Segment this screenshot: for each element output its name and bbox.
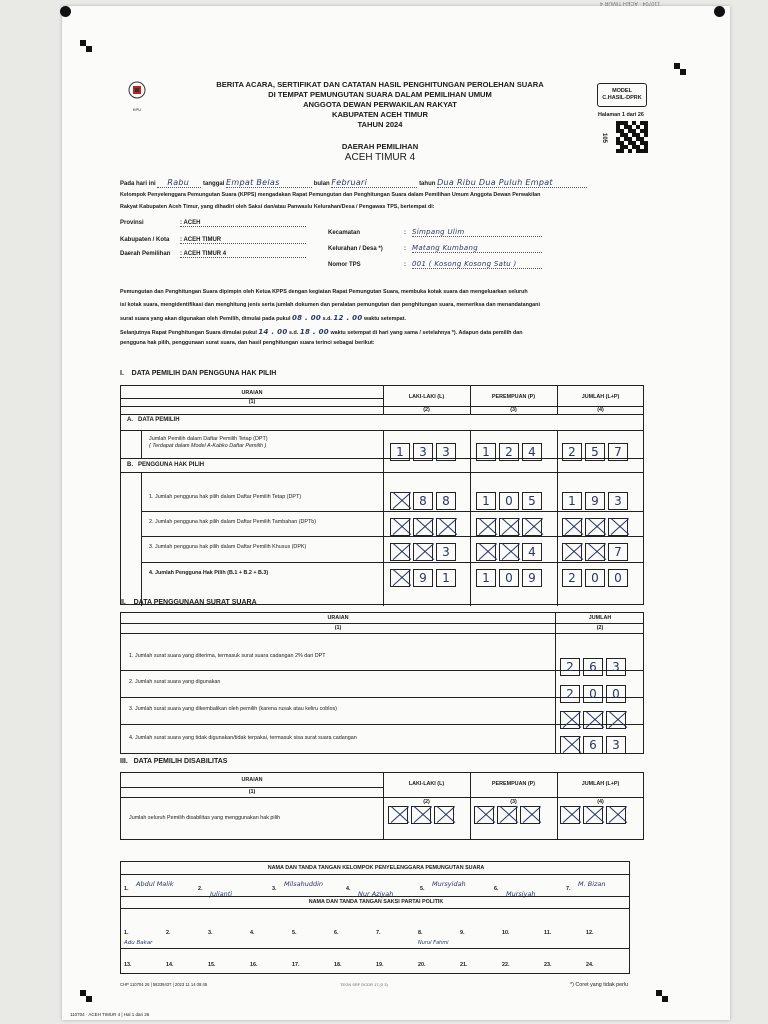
s3-col-jumlah: JUMLAH (L+P) bbox=[581, 781, 620, 787]
section3-heading: III. DATA PEMILIH DISABILITAS bbox=[120, 758, 228, 765]
kpps-number-7: 7. bbox=[566, 886, 571, 892]
s1-b-label: B. PENGGUNA HAK PILIH bbox=[127, 462, 205, 468]
s1-a-item-2: ( Terdapat dalam Model A-Kabko Daftar Pemilih ) bbox=[149, 443, 267, 449]
section1-heading: I. DATA PEMILIH DAN PENGGUNA HAK PILIH bbox=[120, 370, 277, 377]
provinsi-value: : ACEH bbox=[180, 220, 306, 227]
s2-row1-jumlah-box-2[interactable]: 6 bbox=[583, 658, 603, 676]
s2-row2-jumlah-box-3[interactable]: 0 bbox=[606, 685, 626, 703]
penghitungan-end: 18 . 00 bbox=[299, 328, 329, 336]
paragraph-line-1: Pemungutan dan Penghitungan Suara dipimpin oleh Ketua KPPS dengan kegiatan Rapat Pemungutan Suara, membuka kotak suara dan mengeluarkan seluruh bbox=[120, 289, 528, 295]
kelurahan-label: Kelurahan / Desa *) bbox=[328, 246, 383, 252]
colon-2: : bbox=[404, 246, 406, 252]
paragraph-line-5: pengguna hak pilih, penggunaan surat suara, dan hasil penghitungan suara terinci sebagai berikut: bbox=[120, 340, 375, 346]
s2-i1: 1. Jumlah surat suara yang diterima, termasuk surat suara cadangan 2% dari DPT bbox=[129, 653, 326, 659]
s1-b4-jumlah-box-1[interactable]: 2 bbox=[562, 569, 582, 587]
s3-laki-box-3[interactable] bbox=[434, 806, 454, 824]
corner-marker-br bbox=[656, 990, 668, 1002]
s1-b2: 2. Jumlah pengguna hak pilih dalam Daftar Pemilih Tambahan (DPTb) bbox=[149, 519, 317, 525]
s1-b4-jumlah-box-3[interactable]: 0 bbox=[608, 569, 628, 587]
s2-col-jumlah: JUMLAH bbox=[588, 615, 612, 621]
saksi-number-6[interactable]: 6. bbox=[334, 930, 339, 936]
s3-jumlah-box-2[interactable] bbox=[583, 806, 603, 824]
s3-perempuan-box-1[interactable] bbox=[474, 806, 494, 824]
s1-b3-jumlah-box-1[interactable] bbox=[562, 543, 582, 561]
side-code: 105 bbox=[601, 132, 608, 144]
s2-row3-jumlah-box-1[interactable] bbox=[560, 711, 580, 729]
s2-i4: 4. Jumlah surat suara yang tidak digunakan/tidak terpakai, termasuk sisa surat suara cadangan bbox=[129, 735, 357, 741]
model-box bbox=[597, 83, 647, 107]
saksi-number-14[interactable]: 14. bbox=[166, 962, 174, 968]
saksi-number-9[interactable]: 9. bbox=[460, 930, 465, 936]
logo-caption: KPU bbox=[132, 107, 142, 112]
paragraph-line-2: isi kotak suara, mengidentifikasi dan menghitung jenis serta jumlah dokumen dan peralatan pemungutan dan penghitungan suara, memeriksa dan menandatangani bbox=[120, 302, 540, 308]
s2-row1-jumlah-box-1[interactable]: 2 bbox=[560, 658, 580, 676]
s3-jumlah bbox=[560, 806, 626, 824]
s3-item: Jumlah seluruh Pemilih disabilitas yang menggunakan hak pilih bbox=[129, 815, 281, 821]
paragraph bbox=[120, 286, 650, 350]
s1-b2-perempuan-box-2[interactable] bbox=[499, 518, 519, 536]
s1-col-perempuan: PEREMPUAN (P) bbox=[491, 394, 536, 400]
s1-b1: 1. Jumlah pengguna hak pilih dalam Daftar Pemilih Tetap (DPT) bbox=[149, 494, 302, 500]
s1-b3-perempuan bbox=[476, 543, 542, 561]
paragraph-line-4b: waktu setempat di hari yang sama / setelahnya *). Adapun data pemilih dan bbox=[330, 330, 523, 336]
saksi-number-8[interactable]: 8. bbox=[418, 930, 423, 936]
saksi-signature-8[interactable]: Nurul Fahmi bbox=[418, 940, 449, 946]
saksi-number-13[interactable]: 13. bbox=[124, 962, 132, 968]
kpu-logo bbox=[126, 80, 148, 112]
s1-dpt-jumlah bbox=[562, 443, 628, 461]
s1-n1: (1) bbox=[248, 399, 256, 405]
s1-b3-perempuan-box-3[interactable]: 4 bbox=[522, 543, 542, 561]
s3-perempuan-box-2[interactable] bbox=[497, 806, 517, 824]
s1-dpt-jumlah-box-3[interactable]: 7 bbox=[608, 443, 628, 461]
kpps-number-5: 5. bbox=[420, 886, 425, 892]
s3-col-uraian: URAIAN bbox=[241, 777, 263, 783]
model-label: MODEL bbox=[612, 88, 632, 94]
s1-b2-perempuan-box-1[interactable] bbox=[476, 518, 496, 536]
s1-col-jumlah: JUMLAH (L+P) bbox=[581, 394, 620, 400]
section2-heading: II. DATA PENGGUNAAN SURAT SUARA bbox=[120, 599, 257, 606]
s1-b1-perempuan-box-1[interactable]: 1 bbox=[476, 492, 496, 510]
s1-b3-perempuan-box-2[interactable] bbox=[499, 543, 519, 561]
s2-row2-jumlah-box-2[interactable]: 0 bbox=[583, 685, 603, 703]
hari-value: Rabu bbox=[157, 178, 201, 188]
s1-b4-laki-box-3[interactable]: 1 bbox=[436, 569, 456, 587]
kpps-signature-3[interactable]: Milsahuddin bbox=[284, 880, 324, 888]
s1-b1-laki-box-3[interactable]: 8 bbox=[436, 492, 456, 510]
corner-marker-tl bbox=[80, 40, 92, 52]
s1-dpt-laki bbox=[390, 443, 456, 461]
s1-b1-jumlah-box-1[interactable]: 1 bbox=[562, 492, 582, 510]
s1-a-item-1: Jumlah Pemilih dalam Daftar Pemilih Tetap (DPT) bbox=[149, 436, 268, 442]
s2-row3-jumlah-box-2[interactable] bbox=[583, 711, 603, 729]
s1-dpt-perempuan-box-1[interactable]: 1 bbox=[476, 443, 496, 461]
footer-code-left: CHP 110704 26 | 58339437 | 2023 11 14 09:45 bbox=[120, 982, 208, 987]
saksi-number-5[interactable]: 5. bbox=[292, 930, 297, 936]
s1-b1-laki-box-2[interactable]: 8 bbox=[413, 492, 433, 510]
s1-b2-perempuan-box-3[interactable] bbox=[522, 518, 542, 536]
saksi-number-7[interactable]: 7. bbox=[376, 930, 381, 936]
s1-b1-laki bbox=[390, 492, 456, 510]
s1-b4-laki-box-2[interactable]: 9 bbox=[413, 569, 433, 587]
title-line-4: KABUPATEN ACEH TIMUR bbox=[331, 110, 429, 119]
paragraph-line-3b: waktu setempat. bbox=[364, 316, 406, 322]
s3-n2: (2) bbox=[423, 799, 430, 805]
s1-b3-jumlah-box-2[interactable] bbox=[585, 543, 605, 561]
kelurahan-value: Matang Kumbang bbox=[412, 244, 542, 253]
s3-perempuan bbox=[474, 806, 540, 824]
s1-dpt-jumlah-box-2[interactable]: 5 bbox=[585, 443, 605, 461]
title-line-5: TAHUN 2024 bbox=[357, 120, 403, 129]
colon-1: : bbox=[404, 230, 406, 236]
intro-bulan: bulan bbox=[313, 181, 330, 187]
saksi-number-21[interactable]: 21. bbox=[460, 962, 468, 968]
s3-jumlah-box-1[interactable] bbox=[560, 806, 580, 824]
s1-b3-laki bbox=[390, 543, 456, 561]
s1-dpt-laki-box-3[interactable]: 3 bbox=[436, 443, 456, 461]
s1-col-laki: LAKI-LAKI (L) bbox=[408, 394, 445, 400]
s2-col-uraian: URAIAN bbox=[327, 615, 349, 621]
saksi-number-15[interactable]: 15. bbox=[208, 962, 216, 968]
s1-b4-jumlah-box-2[interactable]: 0 bbox=[585, 569, 605, 587]
kabupaten-label: Kabupaten / Kota bbox=[120, 237, 170, 243]
region-name: ACEH TIMUR 4 bbox=[344, 152, 416, 163]
s2-row3-jumlah bbox=[560, 711, 626, 729]
pemungutan-start: 08 . 00 bbox=[291, 314, 322, 322]
s3-n4: (4) bbox=[597, 799, 604, 805]
s3-n3: (3) bbox=[510, 799, 517, 805]
qr-code bbox=[616, 121, 648, 153]
s2-row3-jumlah-box-3[interactable] bbox=[606, 711, 626, 729]
intro-line-3: Rakyat Kabupaten Aceh Timur, yang dihadiri oleh Saksi dan/atau Panwaslu Kelurahan/Desa / Pengawas TPS, bertempat di: bbox=[120, 204, 435, 210]
s1-n4: (4) bbox=[597, 407, 604, 413]
saksi-number-12[interactable]: 12. bbox=[586, 930, 594, 936]
s1-b4-jumlah bbox=[562, 569, 628, 587]
intro-line-1 bbox=[120, 178, 640, 188]
punch-hole-top-right bbox=[714, 6, 725, 17]
saksi-number-20[interactable]: 20. bbox=[418, 962, 426, 968]
s3-laki-box-1[interactable] bbox=[388, 806, 408, 824]
s2-n1: (1) bbox=[334, 625, 342, 631]
s1-dpt-jumlah-box-1[interactable]: 2 bbox=[562, 443, 582, 461]
kpps-signature-5[interactable]: Mursyidah bbox=[432, 880, 466, 888]
s1-b3-laki-box-2[interactable] bbox=[413, 543, 433, 561]
s1-b4-perempuan bbox=[476, 569, 542, 587]
s2-i3: 3. Jumlah surat suara yang dikembalikan oleh pemilih (karena rusak atau keliru coblos) bbox=[129, 706, 337, 712]
saksi-number-19[interactable]: 19. bbox=[376, 962, 384, 968]
saksi-number-2[interactable]: 2. bbox=[166, 930, 171, 936]
tanggal-value: Empat Belas bbox=[226, 178, 312, 188]
saksi-number-16[interactable]: 16. bbox=[250, 962, 258, 968]
footer-code-mid: TEON SRF DCDR 17 (3 3) bbox=[340, 982, 388, 987]
kpps-signature-7[interactable]: M. Bizan bbox=[578, 880, 606, 888]
paragraph-sd-1: s.d. bbox=[322, 316, 332, 322]
model-code: C.HASIL-DPRK bbox=[602, 95, 642, 101]
saksi-title: NAMA DAN TANDA TANGAN SAKSI PARTAI POLITIK bbox=[308, 899, 444, 905]
kecamatan-label: Kecamatan bbox=[328, 230, 361, 236]
saksi-number-24[interactable]: 24. bbox=[586, 962, 594, 968]
paragraph-line-3a: surat suara yang akan digunakan oleh Pemilih, dimulai pada pukul bbox=[120, 316, 291, 322]
s2-i2: 2. Jumlah surat suara yang digunakan bbox=[129, 679, 221, 685]
corner-marker-tr bbox=[674, 63, 686, 75]
s2-row2-jumlah bbox=[560, 685, 626, 703]
provinsi-label: Provinsi bbox=[120, 220, 144, 226]
s1-dpt-laki-box-1[interactable]: 1 bbox=[390, 443, 410, 461]
s1-b4-perempuan-box-3[interactable]: 9 bbox=[522, 569, 542, 587]
s1-b4-laki bbox=[390, 569, 456, 587]
s1-b2-perempuan bbox=[476, 518, 542, 536]
punch-hole-top-left bbox=[60, 6, 71, 17]
corner-marker-bl bbox=[80, 990, 92, 1002]
s3-laki-box-2[interactable] bbox=[411, 806, 431, 824]
page-label: Halaman 1 dari 26 bbox=[598, 112, 644, 118]
saksi-signature-1[interactable]: Adu Bakar bbox=[124, 940, 153, 946]
pemungutan-end: 12 . 00 bbox=[333, 314, 363, 322]
title-line-2: DI TEMPAT PEMUNGUTAN SUARA DALAM PEMILIHAN UMUM bbox=[268, 90, 492, 99]
s1-b1-perempuan-box-2[interactable]: 0 bbox=[499, 492, 519, 510]
s1-b1-jumlah bbox=[562, 492, 628, 510]
s1-b2-jumlah-box-3[interactable] bbox=[608, 518, 628, 536]
intro-pada-hari: Pada hari ini bbox=[120, 181, 156, 187]
tps-label: Nomor TPS bbox=[328, 262, 361, 268]
s3-col-laki: LAKI-LAKI (L) bbox=[408, 781, 445, 787]
footer-bottom-left: 110704 · ACEH TIMUR 4 | Hal 1 dari 26 bbox=[70, 1012, 150, 1017]
s1-n2: (2) bbox=[423, 407, 430, 413]
s2-row1-jumlah-box-3[interactable]: 3 bbox=[606, 658, 626, 676]
dapil-value: : ACEH TIMUR 4 bbox=[180, 251, 306, 258]
s1-b4-perempuan-box-2[interactable]: 0 bbox=[499, 569, 519, 587]
s1-b1-jumlah-box-3[interactable]: 3 bbox=[608, 492, 628, 510]
s3-n1: (1) bbox=[248, 789, 256, 795]
kpps-number-2: 2. bbox=[198, 886, 203, 892]
dapil-label: Daerah Pemilihan bbox=[120, 251, 171, 257]
document-title bbox=[160, 80, 600, 130]
s1-b2-laki bbox=[390, 518, 456, 536]
saksi-number-1[interactable]: 1. bbox=[124, 930, 129, 936]
intro-tanggal: tanggal bbox=[203, 181, 225, 187]
s3-jumlah-box-3[interactable] bbox=[606, 806, 626, 824]
kabupaten-value: : ACEH TIMUR bbox=[180, 237, 306, 244]
title-line-3: ANGGOTA DEWAN PERWAKILAN RAKYAT bbox=[303, 100, 457, 109]
section2-table bbox=[120, 612, 644, 754]
colon-3: : bbox=[404, 262, 406, 268]
saksi-number-11[interactable]: 11. bbox=[544, 930, 552, 936]
kpps-number-4: 4. bbox=[346, 886, 351, 892]
penghitungan-start: 14 . 00 bbox=[258, 328, 288, 336]
s3-col-perempuan: PEREMPUAN (P) bbox=[491, 781, 536, 787]
s2-row2-jumlah-box-1[interactable]: 2 bbox=[560, 685, 580, 703]
saksi-number-4[interactable]: 4. bbox=[250, 930, 255, 936]
s3-laki bbox=[388, 806, 454, 824]
kpps-title: NAMA DAN TANDA TANGAN KELOMPOK PENYELENGGARA PEMUNGUTAN SUARA bbox=[267, 865, 485, 871]
s1-b3-laki-box-3[interactable]: 3 bbox=[436, 543, 456, 561]
s1-b1-laki-box-1[interactable] bbox=[390, 492, 410, 510]
kpps-signature-6[interactable]: Mursiyah bbox=[506, 890, 536, 898]
s1-b3-jumlah bbox=[562, 543, 628, 561]
s1-b2-laki-box-2[interactable] bbox=[413, 518, 433, 536]
kpps-number-1: 1. bbox=[124, 886, 129, 892]
footer-note: *) Coret yang tidak perlu bbox=[570, 982, 629, 988]
s1-b3: 3. Jumlah pengguna hak pilih dalam Daftar Pemilih Khusus (DPK) bbox=[149, 544, 307, 550]
s1-n3: (3) bbox=[510, 407, 517, 413]
s1-b3-laki-box-1[interactable] bbox=[390, 543, 410, 561]
bulan-value: Februari bbox=[331, 178, 417, 188]
saksi-number-18[interactable]: 18. bbox=[334, 962, 342, 968]
paragraph-line-3 bbox=[120, 312, 650, 326]
kpps-number-3: 3. bbox=[272, 886, 277, 892]
kpps-number-6: 6. bbox=[494, 886, 499, 892]
tps-value: 001 ( Kosong Kosong Satu ) bbox=[412, 260, 542, 269]
s2-row1-jumlah bbox=[560, 658, 626, 676]
saksi-number-23[interactable]: 23. bbox=[544, 962, 552, 968]
top-strip-text: 110704 · ACEH TIMUR 4 bbox=[600, 0, 661, 6]
s1-b2-jumlah bbox=[562, 518, 628, 536]
kpps-signature-4[interactable]: Nur Aziyah bbox=[358, 890, 394, 898]
saksi-number-17[interactable]: 17. bbox=[292, 962, 300, 968]
saksi-number-3[interactable]: 3. bbox=[208, 930, 213, 936]
s1-b3-jumlah-box-3[interactable]: 7 bbox=[608, 543, 628, 561]
s1-a-label: A. DATA PEMILIH bbox=[127, 417, 180, 423]
kpps-signature-1[interactable]: Abdul Malik bbox=[136, 880, 174, 888]
saksi-number-10[interactable]: 10. bbox=[502, 930, 510, 936]
s1-b3-perempuan-box-1[interactable] bbox=[476, 543, 496, 561]
title-line-1: BERITA ACARA, SERTIFIKAT DAN CATATAN HASIL PENGHITUNGAN PEROLEHAN SUARA bbox=[216, 80, 544, 89]
s2-row4-jumlah-box-2[interactable]: 6 bbox=[583, 736, 603, 754]
s1-b2-laki-box-3[interactable] bbox=[436, 518, 456, 536]
s1-b1-perempuan-box-3[interactable]: 5 bbox=[522, 492, 542, 510]
paragraph-line-4a: Selanjutnya Rapat Penghitungan Suara dimulai pukul bbox=[120, 330, 257, 336]
saksi-number-22[interactable]: 22. bbox=[502, 962, 510, 968]
paragraph-sd-2: s.d. bbox=[289, 330, 299, 336]
s1-b4: 4. Jumlah Pengguna Hak Pilih (B.1 + B.2 + B.3) bbox=[149, 570, 269, 576]
s2-row4-jumlah-box-3[interactable]: 3 bbox=[606, 736, 626, 754]
s1-col-uraian: URAIAN bbox=[241, 390, 263, 396]
s1-b2-laki-box-1[interactable] bbox=[390, 518, 410, 536]
s1-dpt-perempuan-box-3[interactable]: 4 bbox=[522, 443, 542, 461]
signature-table bbox=[120, 861, 630, 974]
s2-row4-jumlah bbox=[560, 736, 626, 754]
s1-b2-jumlah-box-1[interactable] bbox=[562, 518, 582, 536]
kpps-signature-2[interactable]: Julianti bbox=[210, 890, 233, 898]
s1-dpt-perempuan bbox=[476, 443, 542, 461]
s1-b1-jumlah-box-2[interactable]: 9 bbox=[585, 492, 605, 510]
s1-b4-laki-box-1[interactable] bbox=[390, 569, 410, 587]
s1-b2-jumlah-box-2[interactable] bbox=[585, 518, 605, 536]
s2-n2: (2) bbox=[596, 625, 604, 631]
s1-b1-perempuan bbox=[476, 492, 542, 510]
intro-tahun: tahun bbox=[419, 181, 436, 187]
s1-b4-perempuan-box-1[interactable]: 1 bbox=[476, 569, 496, 587]
s3-perempuan-box-3[interactable] bbox=[520, 806, 540, 824]
kecamatan-value: Simpang Ulim bbox=[412, 228, 542, 237]
s1-dpt-perempuan-box-2[interactable]: 2 bbox=[499, 443, 519, 461]
tahun-value: Dua Ribu Dua Puluh Empat bbox=[437, 178, 587, 188]
region-label: DAERAH PEMILIHAN bbox=[341, 142, 419, 151]
intro-line-2: Kelompok Penyelenggara Pemungutan Suara (KPPS) mengadakan Rapat Pemungutan dan Penghitungan Suara dalam Pemilihan Umum Anggota Dewan Perwakilan bbox=[120, 192, 541, 198]
s1-dpt-laki-box-2[interactable]: 3 bbox=[413, 443, 433, 461]
s2-row4-jumlah-box-1[interactable] bbox=[560, 736, 580, 754]
